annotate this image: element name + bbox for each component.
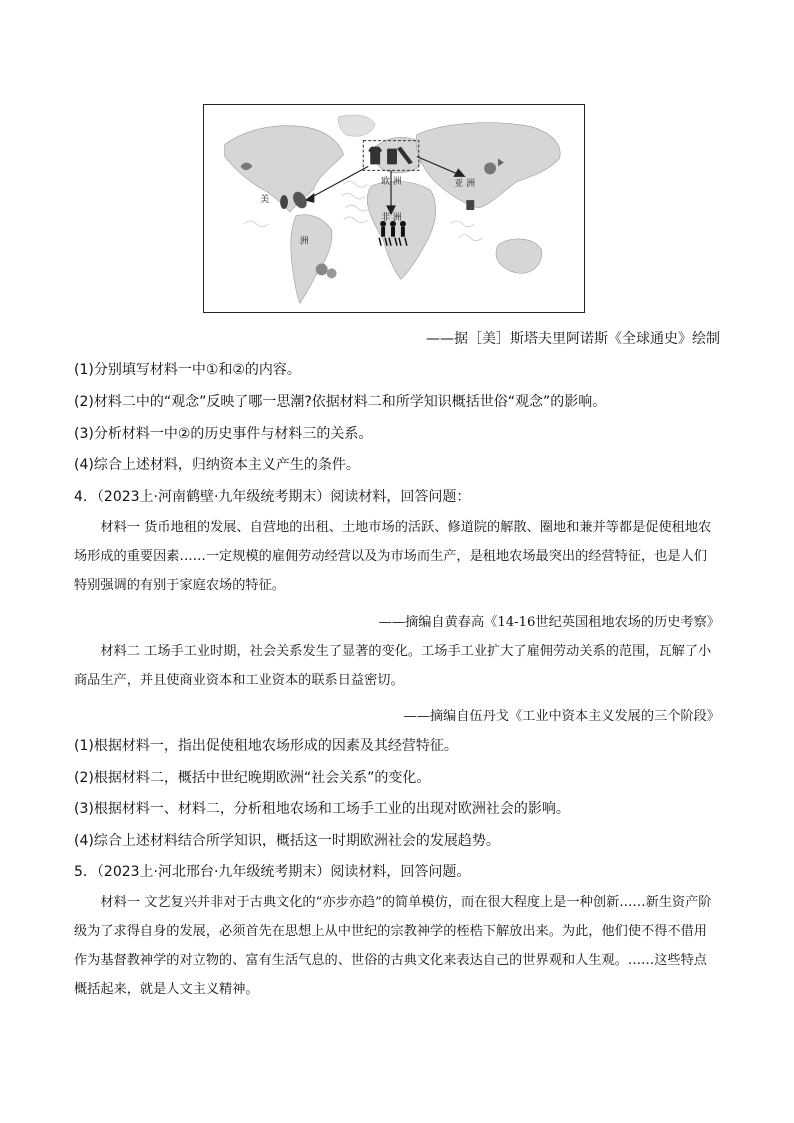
q4-question-3: (3)根据材料一、材料二，分析租地农场和工场手工业的出现对欧洲社会的影响。: [74, 801, 570, 817]
world-trade-map: [203, 104, 585, 313]
south-america-landmass: [291, 215, 332, 303]
label-asia: 亚 洲: [454, 179, 476, 190]
q5-header: 5．（2023上·河北邢台·九年级统考期末）阅读材料，回答问题。: [74, 864, 471, 880]
map-graphic: [204, 105, 584, 312]
q4-question-1: (1)根据材料一，指出促使租地农场形成的因素及其经营特征。: [74, 738, 458, 754]
q4-source-1: ——摘编自黄春高《14-16世纪英国租地农场的历史考察》: [378, 615, 720, 630]
q3-question-1: (1)分别填写材料一中①和②的内容。: [74, 362, 301, 378]
q3-question-2: (2)材料二中的“观念”反映了哪一思潮?依据材料二和所学知识概括世俗“观念”的影响。: [74, 394, 607, 410]
figure-caption: ——据［美］斯塔夫里阿诺斯《全球通史》绘制: [426, 331, 720, 347]
q3-question-3: (3)分析材料一中②的历史事件与材料三的关系。: [74, 426, 373, 442]
q4-header: 4．（2023上·河南鹤壁·九年级统考期末）阅读材料，回答问题：: [74, 489, 471, 505]
q5-material-1: 材料一 文艺复兴并非对于古典文化的“亦步亦趋”的简单模仿，而在很大程度上是一种创新……新生资产阶级为了求得自身的发展，必须首先在思想上从中世纪的宗教神学的桎梏下解放出来。为此，他们使不得不借用作为基督教神学的对立物的、富有生活气息的、世俗的古典文化来表达自己的世界观和人生观。……这些特点概括起来，就是人文主义精神。: [74, 895, 712, 997]
label-america-bottom: 洲: [299, 236, 309, 247]
label-europe: 欧 洲: [381, 177, 402, 188]
q4-question-4: (4)综合上述材料结合所学知识，概括这一时期欧洲社会的发展趋势。: [74, 833, 500, 849]
europe-landmass: [373, 137, 423, 173]
q3-question-4: (4)综合上述材料，归纳资本主义产生的条件。: [74, 457, 360, 473]
label-america-top: 美: [260, 195, 270, 206]
australia-landmass: [496, 239, 542, 273]
q4-material-1: 材料一 货币地租的发展、自营地的出租、土地市场的活跃、修道院的解散、圈地和兼并等都是促使租地农场形成的重要因素……一定规模的雇佣劳动经营以及为市场而生产，是租地农场最突出的经营特征，也是人们特别强调的有别于家庭农场的特征。: [74, 520, 712, 593]
greenland-landmass: [338, 115, 375, 136]
label-africa: 非 洲: [381, 212, 402, 223]
q4-source-2: ——摘编自伍丹戈《工业中资本主义发展的三个阶段》: [403, 709, 720, 724]
q4-question-2: (2)根据材料二，概括中世纪晚期欧洲“社会关系”的变化。: [74, 770, 431, 786]
q4-material-2: 材料二 工场手工业时期，社会关系发生了显著的变化。工场手工业扩大了雇佣劳动关系的范围，瓦解了小商品生产，并且使商业资本和工业资本的联系日益密切。: [74, 644, 712, 688]
